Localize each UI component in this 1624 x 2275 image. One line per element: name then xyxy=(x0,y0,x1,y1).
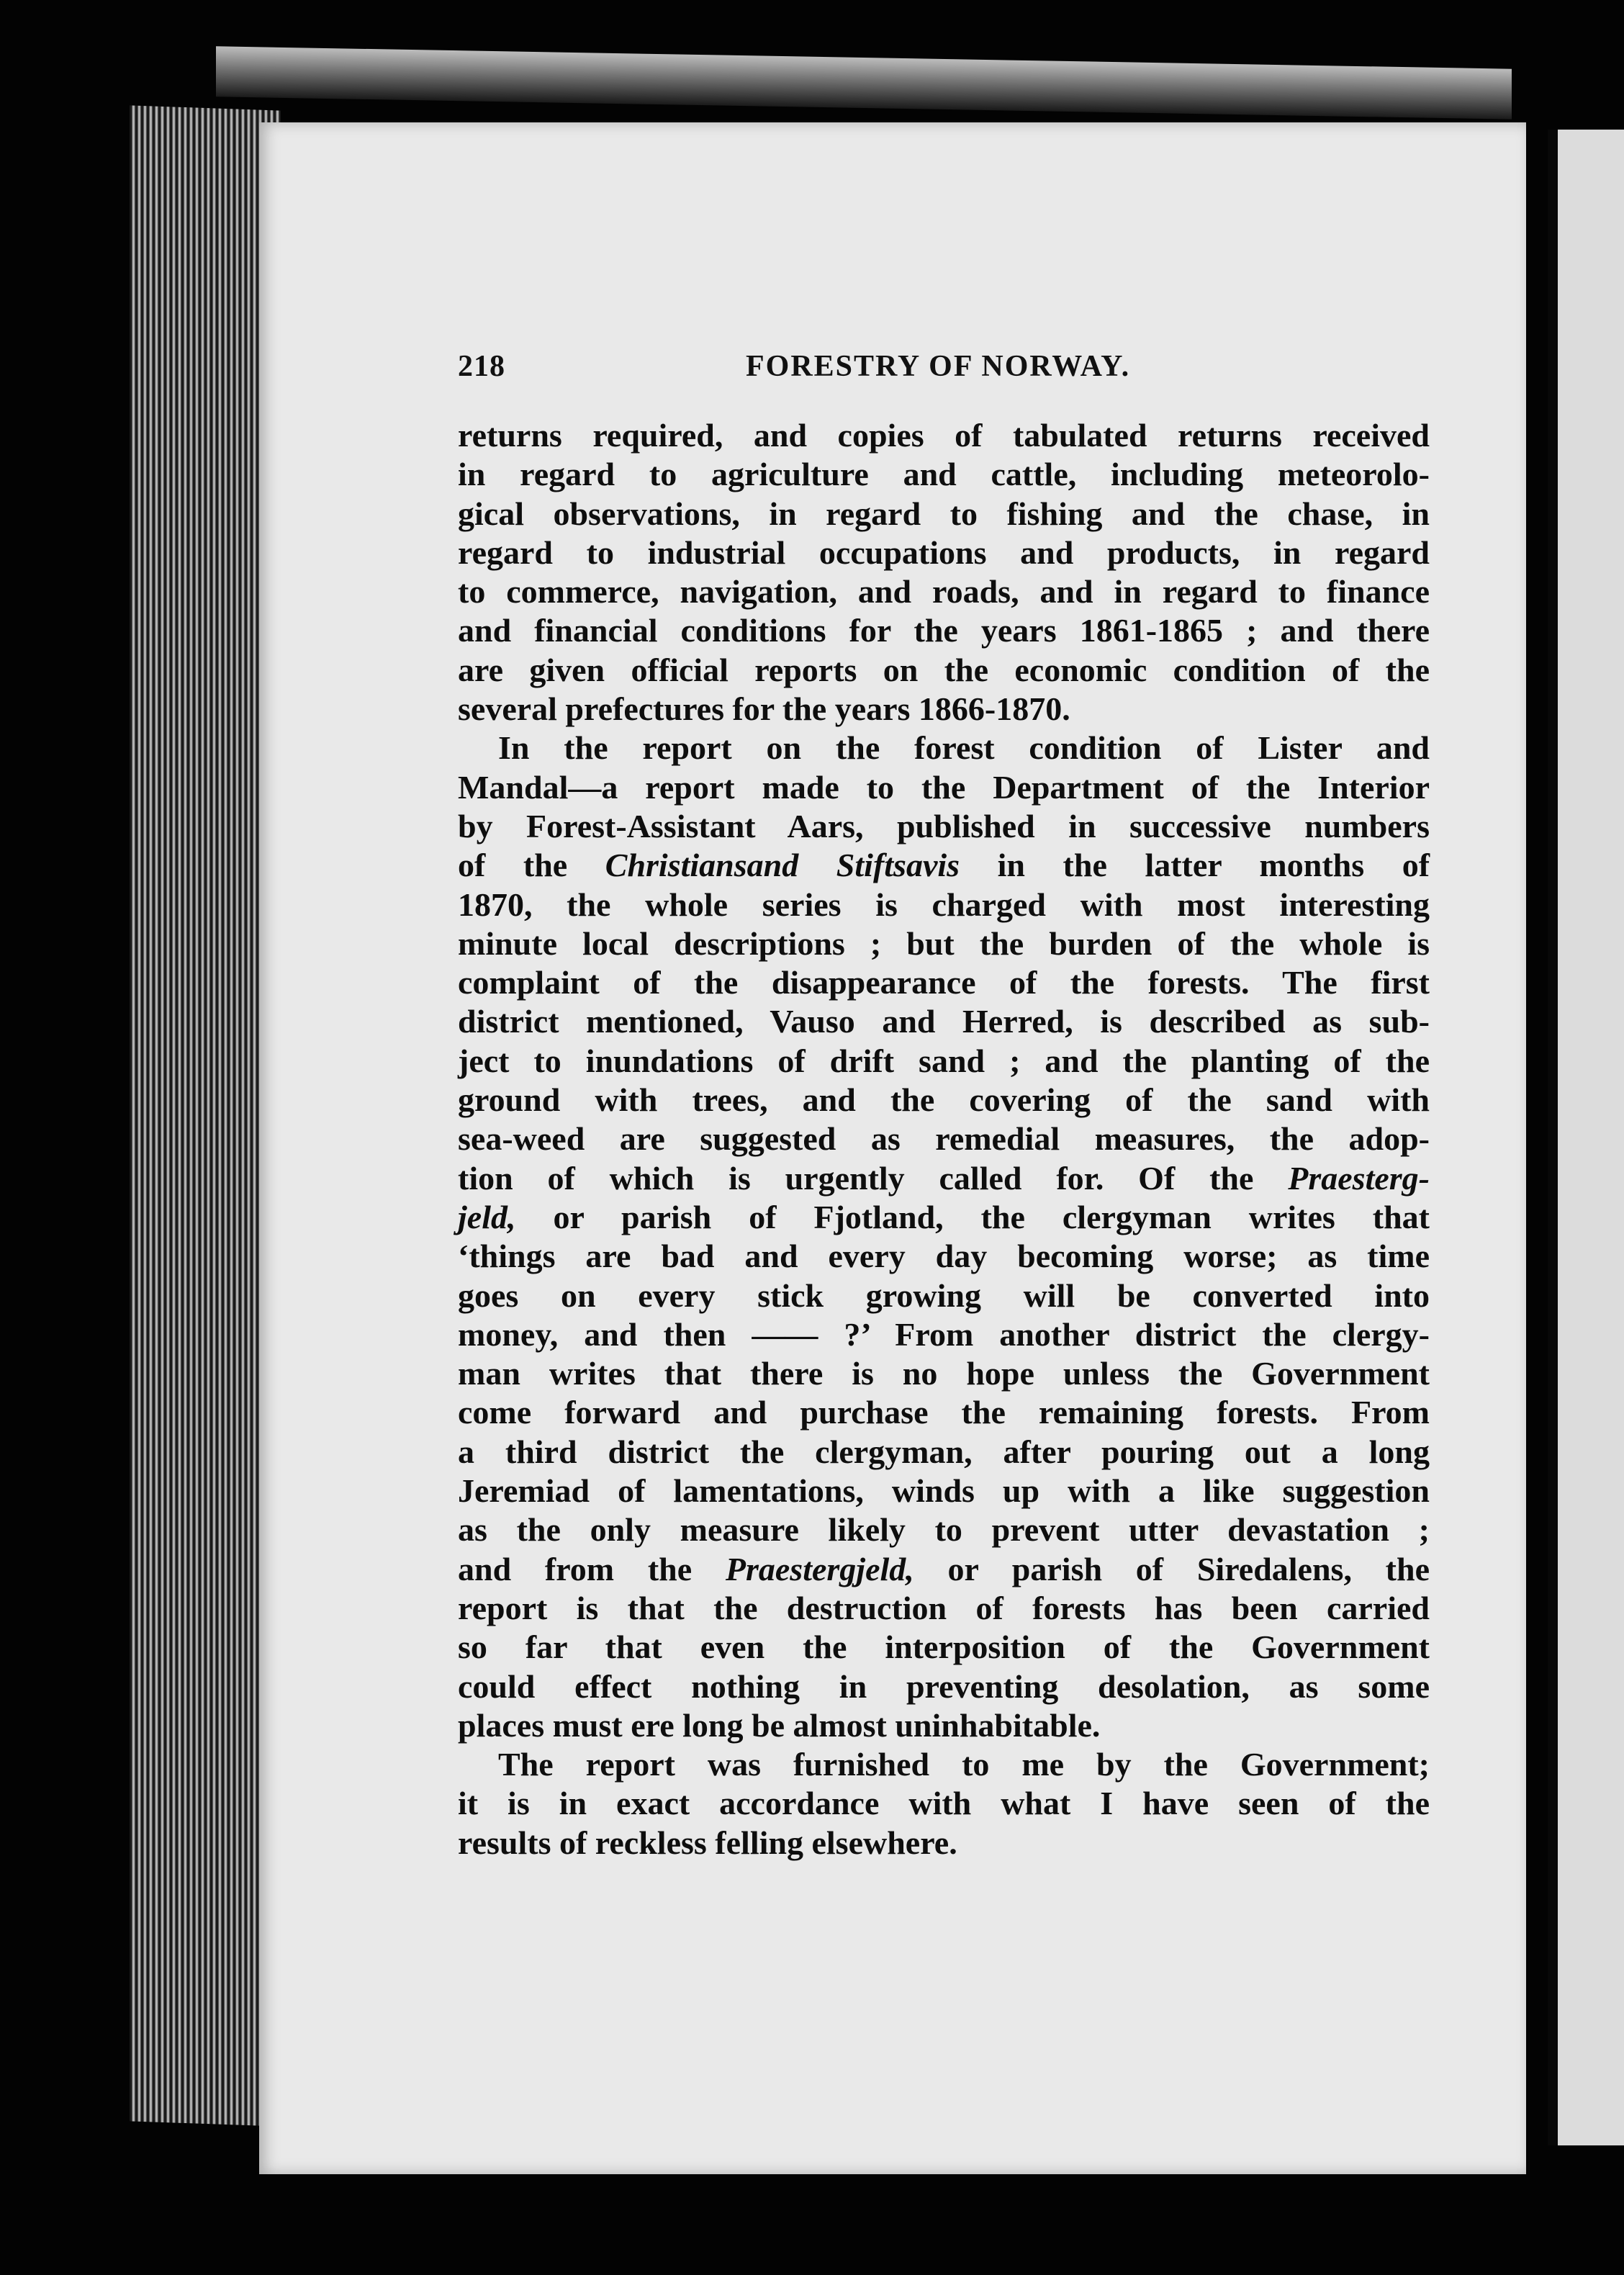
text-segment: minute local descriptions ; but the burden of the whole is xyxy=(458,924,1430,962)
text-line xyxy=(458,1824,1430,1862)
text-line xyxy=(458,729,1430,767)
text-line xyxy=(458,807,1430,846)
text-line xyxy=(458,1550,1430,1589)
text-segment: in the latter months of xyxy=(960,847,1430,884)
text-line xyxy=(458,1433,1430,1472)
text-line xyxy=(458,1589,1430,1628)
text-line xyxy=(458,768,1430,807)
text-line xyxy=(458,1667,1430,1706)
text-segment: in regard to agriculture and cattle, including meteorolo- xyxy=(458,456,1430,493)
text-line xyxy=(458,1354,1430,1393)
text-line xyxy=(458,1393,1430,1432)
book-page-stack xyxy=(130,105,281,2126)
italic-text: jeld, xyxy=(458,1198,516,1235)
text-line xyxy=(458,886,1430,924)
text-line xyxy=(458,1472,1430,1510)
text-line xyxy=(458,1042,1430,1081)
italic-text: Christiansand Stiftsavis xyxy=(605,847,960,884)
text-segment: complaint of the disappearance of the forests. The first xyxy=(458,964,1430,1001)
text-line xyxy=(458,533,1430,572)
text-line xyxy=(458,495,1430,533)
text-segment: and from the xyxy=(458,1550,726,1587)
text-segment: a third district the clergyman, after pouring out a long xyxy=(458,1433,1430,1470)
text-segment: returns required, and copies of tabulated returns received xyxy=(458,417,1430,454)
page-number: 218 xyxy=(458,350,505,383)
text-segment: sea-weed are suggested as remedial measures, the adop- xyxy=(458,1120,1430,1158)
text-segment: could effect nothing in preventing desolation, as some xyxy=(458,1667,1430,1705)
text-line xyxy=(458,611,1430,650)
text-line xyxy=(458,690,1430,729)
text-segment: it is in exact accordance with what I have seen of the xyxy=(458,1785,1430,1822)
page-header xyxy=(458,349,1415,392)
text-segment: so far that even the interposition of the Government xyxy=(458,1628,1430,1666)
text-segment: man writes that there is no hope unless the Government xyxy=(458,1355,1430,1392)
text-segment: to commerce, navigation, and roads, and in regard to finance xyxy=(458,573,1430,611)
text-line xyxy=(458,1276,1430,1315)
text-line xyxy=(458,416,1430,455)
text-segment: come forward and purchase the remaining forests. From xyxy=(458,1394,1430,1431)
text-line xyxy=(458,1510,1430,1549)
text-line xyxy=(458,1628,1430,1667)
text-segment: as the only measure likely to prevent utter devastation ; xyxy=(458,1511,1430,1549)
text-line xyxy=(458,651,1430,690)
text-segment: of the xyxy=(458,847,605,884)
text-segment: The report was furnished to me by the Government; xyxy=(498,1746,1430,1783)
paragraph xyxy=(458,1745,1430,1862)
text-line xyxy=(458,1237,1430,1276)
text-line xyxy=(458,455,1430,494)
text-line xyxy=(458,1315,1430,1354)
text-segment: places must ere long be almost uninhabitable. xyxy=(458,1706,1101,1744)
text-line xyxy=(458,963,1430,1002)
text-segment: money, and then —— ?’ From another district the clergy- xyxy=(458,1315,1430,1353)
text-line xyxy=(458,1198,1430,1237)
text-line xyxy=(458,1784,1430,1823)
text-segment: gical observations, in regard to fishing and the chase, in xyxy=(458,495,1430,532)
text-line xyxy=(458,1002,1430,1041)
text-segment: 1870, the whole series is charged with most interesting xyxy=(458,886,1430,923)
paragraph xyxy=(458,416,1430,729)
italic-text: Praestergjeld, xyxy=(725,1550,914,1587)
text-segment: ground with trees, and the covering of the sand with xyxy=(458,1081,1430,1119)
paragraph xyxy=(458,729,1430,1745)
text-segment: ject to inundations of drift sand ; and the planting of the xyxy=(458,1042,1430,1079)
text-segment: and financial conditions for the years 1861-1865 ; and there xyxy=(458,612,1430,649)
running-title: FORESTRY OF NORWAY. xyxy=(746,350,1131,383)
text-segment: district mentioned, Vauso and Herred, is described as sub- xyxy=(458,1003,1430,1040)
text-segment: report is that the destruction of forests has been carried xyxy=(458,1589,1430,1626)
text-line xyxy=(458,572,1430,611)
text-segment: results of reckless felling elsewhere. xyxy=(458,1824,957,1861)
text-segment: by Forest-Assistant Aars, published in successive numbers xyxy=(458,807,1430,844)
text-segment: In the report on the forest condition of Lister and xyxy=(498,729,1430,767)
text-segment: goes on every stick growing will be converted into xyxy=(458,1276,1430,1314)
text-line xyxy=(458,1745,1430,1784)
text-segment: Mandal—a report made to the Department of the Interior xyxy=(458,768,1430,806)
text-line xyxy=(458,1706,1430,1745)
text-segment: are given official reports on the economic condition of the xyxy=(458,651,1430,688)
text-line xyxy=(458,1081,1430,1120)
text-line xyxy=(458,846,1430,885)
text-line xyxy=(458,1120,1430,1158)
text-segment: Jeremiad of lamentations, winds up with a like suggestion xyxy=(458,1472,1430,1510)
text-segment: or parish of Fjotland, the clergyman writes that xyxy=(515,1198,1430,1235)
text-segment: several prefectures for the years 1866-1870. xyxy=(458,690,1070,728)
text-segment: ‘things are bad and every day becoming worse; as time xyxy=(458,1238,1430,1275)
text-segment: tion of which is urgently called for. Of the xyxy=(458,1159,1289,1197)
body-text xyxy=(458,416,1430,1862)
text-line xyxy=(458,924,1430,963)
text-segment: or parish of Siredalens, the xyxy=(914,1550,1430,1587)
facing-page-edge xyxy=(1548,130,1624,2145)
italic-text: Praesterg- xyxy=(1288,1159,1430,1197)
text-line xyxy=(458,1159,1430,1198)
text-segment: regard to industrial occupations and products, in regard xyxy=(458,533,1430,571)
